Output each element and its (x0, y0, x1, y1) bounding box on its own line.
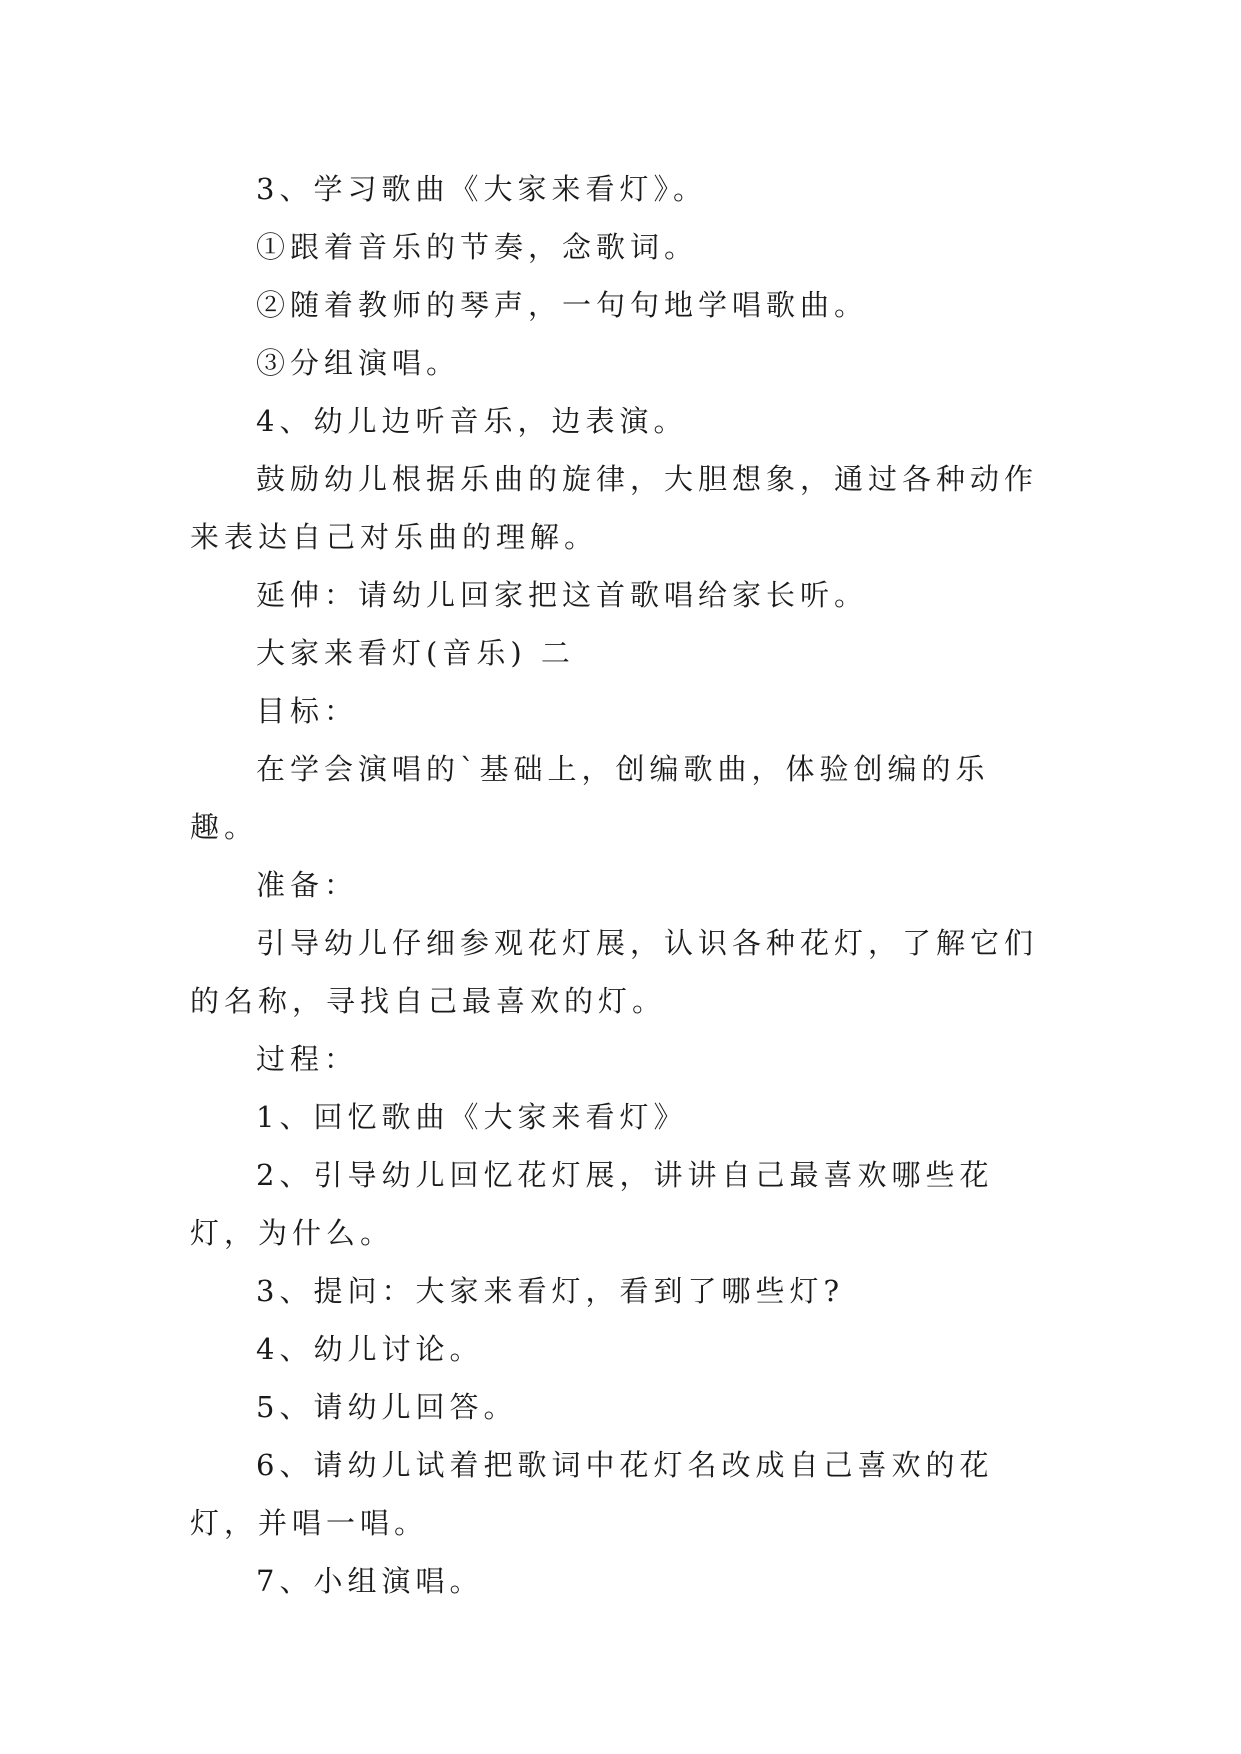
section-heading: 大家来看灯(音乐) 二 (256, 636, 575, 670)
paragraph-process-5: 5、请幼儿回答。 (256, 1390, 518, 1424)
paragraph-step-3-learn-song: 3、学习歌曲《大家来看灯》。 (256, 172, 707, 206)
heading-goal: 目标： (256, 694, 359, 728)
heading-process: 过程： (256, 1042, 359, 1076)
paragraph-sub-step-3: ③分组演唱。 (256, 346, 461, 380)
paragraph-process-7: 7、小组演唱。 (256, 1564, 484, 1598)
paragraph-preparation: 引导幼儿仔细参观花灯展，认识各种花灯，了解它们的名称，寻找自己最喜欢的灯。 (190, 926, 1039, 1018)
paragraph-process-2: 2、引导幼儿回忆花灯展，讲讲自己最喜欢哪些花灯，为什么。 (190, 1158, 994, 1250)
paragraph-process-6: 6、请幼儿试着把歌词中花灯名改成自己喜欢的花灯，并唱一唱。 (190, 1448, 994, 1540)
paragraph-extension: 延伸：请幼儿回家把这首歌唱给家长听。 (256, 578, 869, 612)
heading-preparation: 准备： (256, 868, 359, 902)
paragraph-sub-step-2: ②随着教师的琴声，一句句地学唱歌曲。 (256, 288, 869, 322)
paragraph-step-4-perform: 4、幼儿边听音乐，边表演。 (256, 404, 688, 438)
paragraph-process-4: 4、幼儿讨论。 (256, 1332, 484, 1366)
paragraph-process-3: 3、提问：大家来看灯，看到了哪些灯? (256, 1274, 844, 1308)
paragraph-process-1: 1、回忆歌曲《大家来看灯》 (256, 1100, 688, 1134)
paragraph-encourage: 鼓励幼儿根据乐曲的旋律，大胆想象，通过各种动作来表达自己对乐曲的理解。 (190, 462, 1039, 554)
paragraph-sub-step-1: ①跟着音乐的节奏，念歌词。 (256, 230, 699, 264)
document-body (190, 160, 1050, 1610)
paragraph-goal: 在学会演唱的`基础上，创编歌曲，体验创编的乐趣。 (190, 752, 990, 844)
